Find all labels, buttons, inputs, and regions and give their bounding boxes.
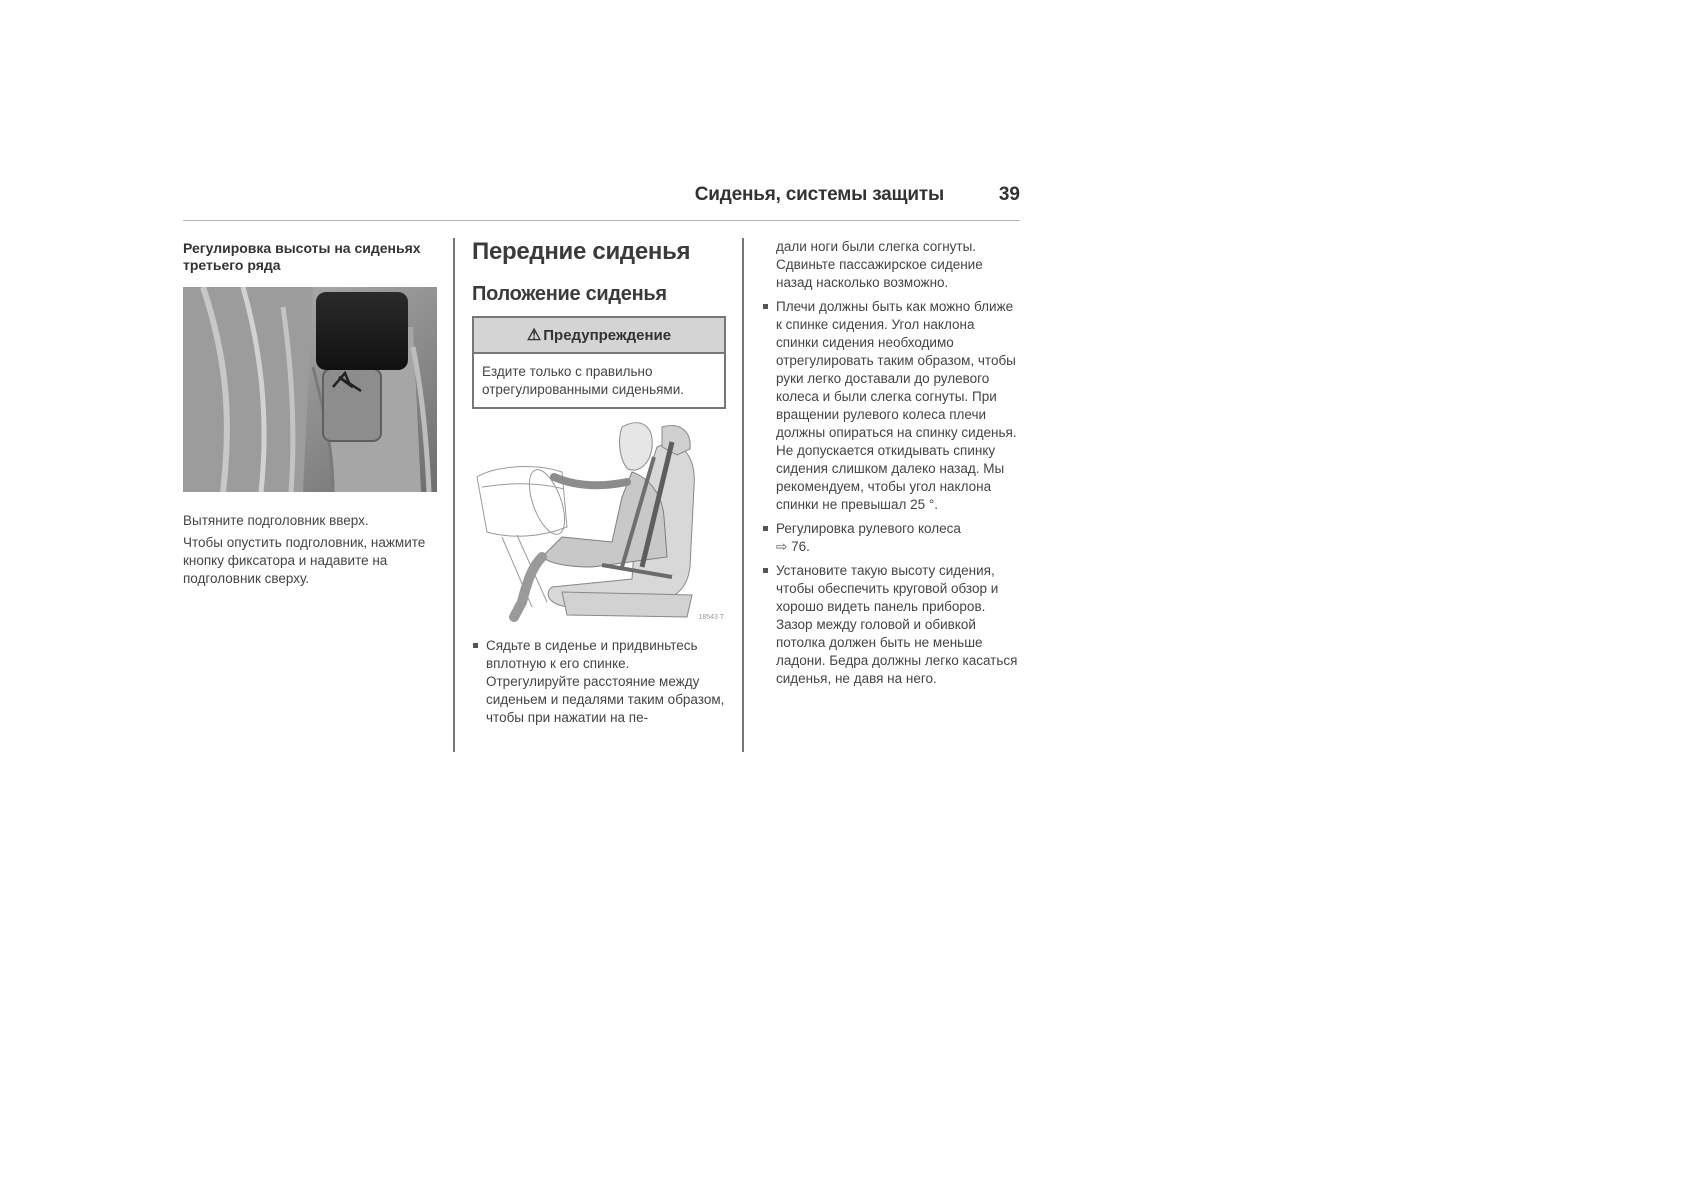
- chapter-title: Сиденья, системы защиты: [694, 184, 944, 205]
- column-left: [183, 238, 438, 592]
- warning-triangle-icon: ⚠: [526, 327, 542, 344]
- driver-seat-illustration: [472, 417, 726, 627]
- column-divider: [742, 238, 744, 752]
- warning-label: Предупреждение: [543, 326, 672, 344]
- illustration-id: 18543 T: [698, 614, 724, 621]
- steering-page-ref[interactable]: 76.: [791, 539, 810, 554]
- seat-position-drawing: [472, 417, 726, 627]
- column-right: [762, 238, 1020, 694]
- bullet-steering-adjust: [762, 520, 1020, 556]
- paragraph-lower-headrest: Чтобы опустить подголовник, нажмите кнопку фиксатора и надавите на подголовник сверху.: [183, 535, 426, 586]
- bullet-seat-height: Установите такую высоту сидения, чтобы обеспечить круговой обзор и хорошо видеть панель приборов. Зазор между головой и обивкой потолка должен быть не меньше ладони. Бедра должны легко касаться сиденья, не давя на него.: [762, 562, 1020, 688]
- page-number: 39: [998, 184, 1020, 205]
- warning-box: [472, 316, 726, 409]
- bullet-sit-in-seat: Сядьте в сиденье и придвиньтесь вплотную к его спинке. Отрегулируйте расстояние между сиденьем и педалями таким образом, чтобы при нажатии на пе-: [472, 637, 726, 727]
- bullet-continuation: дали ноги были слегка согнуты. Сдвиньте пассажирское сидение назад насколько возможно.: [776, 239, 983, 290]
- subsection-title: Положение сиденья: [472, 283, 667, 305]
- section-title: Передние сиденья: [472, 238, 691, 265]
- steering-adjust-text: Регулировка рулевого колеса: [776, 521, 961, 536]
- column-divider: [453, 238, 455, 752]
- subheading-third-row: Регулировка высоты на сиденьях третьего ряда: [183, 240, 421, 273]
- column-middle: [472, 238, 726, 733]
- headrest-photo: [183, 287, 437, 492]
- page-reference-arrow-icon: ⇨: [776, 539, 788, 554]
- paragraph-pull-headrest: Вытяните подголовник вверх.: [183, 513, 369, 528]
- bullet-list: [472, 637, 726, 727]
- bullet-shoulders: Плечи должны быть как можно ближе к спинке сидения. Угол наклона спинки сидения необходимо отрегулировать таким образом, чтобы руки легко доставали до рулевого колеса и были слегка согнуты. При вращении рулевого колеса плечи должны опираться на спинку сиденья. Не допускается откидывать спинку сидения слишком далеко назад. Мы рекомендуем, чтобы угол наклона спинки не превышал 25 °.: [762, 298, 1020, 514]
- page-header: [183, 180, 1020, 221]
- warning-header: [474, 318, 724, 354]
- bullet-list: [762, 298, 1020, 688]
- warning-text: Ездите только с правильно отрегулированными сиденьями.: [482, 364, 684, 397]
